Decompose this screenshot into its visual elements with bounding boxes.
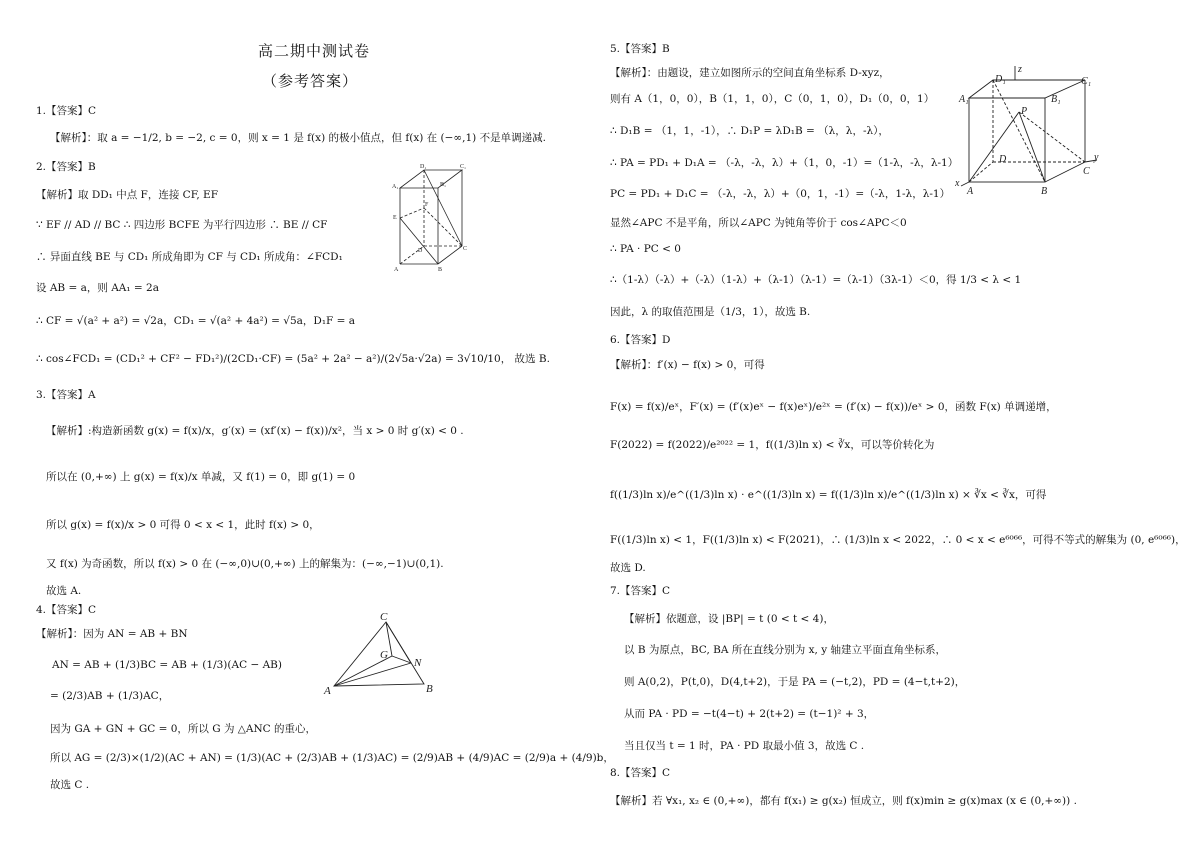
triangle-label: G <box>380 649 388 661</box>
q5-answer: 5.【答案】B <box>610 43 670 55</box>
q3-line3: 所以 g(x) = f(x)/x > 0 可得 0 < x < 1，此时 f(x) > 0， <box>46 519 320 531</box>
cube-label: B <box>1041 186 1048 197</box>
prism-label: F <box>425 202 429 208</box>
cube-label: P <box>1021 106 1028 117</box>
q5-line1: 【解析】：由题设，建立如图所示的空间直角坐标系 D-xyz， <box>610 67 890 79</box>
q2-line6: ∴ cos∠FCD₁ = (CD₁² + CF² − FD₁²)/(2CD₁·CF) = (5a² + 2a² − a²)/(2√5a·√2a) = 3√10/10， 故选 B. <box>36 353 550 365</box>
cube-label: A <box>967 186 974 197</box>
prism-label: D <box>418 248 423 254</box>
q5-line7: ∴ PA · PC < 0 <box>610 243 681 255</box>
prism-label: E <box>393 215 397 221</box>
prism-figure <box>390 160 470 275</box>
q3-line4: 又 f(x) 为奇函数，所以 f(x) > 0 在 (−∞,0)∪(0,+∞) 上的解集为：(−∞,−1)∪(0,1). <box>46 558 444 570</box>
prism-label: A <box>394 267 399 273</box>
q6-line2: F(x) = f(x)/eˣ，F′(x) = (f′(x)eˣ − f(x)eˣ)/e²ˣ = (f′(x) − f(x))/eˣ > 0，函数 F(x) 单调递增， <box>610 401 1057 413</box>
q4-line6: 故选 C . <box>50 779 90 791</box>
q7-line3: 则 A(0,2)，P(t,0)，D(4,t+2)，于是 PA = (−t,2)，PD = (4−t,t+2)， <box>624 676 966 688</box>
q5-line6: 显然∠APC 不是平角，所以∠APC 为钝角等价于 cos∠APC＜0 <box>610 217 907 229</box>
q6-line3: F(2022) = f(2022)/e²⁰²² = 1，f((1/3)ln x) < ∛x，可以等价转化为 <box>610 439 935 451</box>
prism-label: B₁ <box>440 182 447 188</box>
q7-line4: 从而 PA · PD = −t(4−t) + 2(t+2) = (t−1)² + 3， <box>624 708 875 720</box>
q6-line5: F((1/3)ln x) < 1，F((1/3)ln x) < F(2021)，∴ (1/3)ln x < 2022，∴ 0 < x < e⁶⁰⁶⁶，可得不等式的解集为 (0, e⁶⁰⁶⁶)， <box>610 534 1186 546</box>
q4-line3: = (2/3)AB + (1/3)AC， <box>50 690 170 702</box>
prism-label: C <box>463 246 468 252</box>
page-subtitle: （参考答案） <box>262 72 359 90</box>
q4-line4: 因为 GA + GN + GC = 0，所以 G 为 △ANC 的重心， <box>50 723 317 735</box>
q5-line8: ∴（1-λ）（-λ）+（-λ）（1-λ）+（λ-1）（λ-1）=（λ-1）（3λ-1）＜0，得 1/3 < λ < 1 <box>610 274 1022 286</box>
q8-line1: 【解析】若 ∀x₁, x₂ ∈ (0,+∞)，都有 f(x₁) ≥ g(x₂) 恒成立，则 f(x)min ≥ g(x)max (x ∈ (0,+∞)) . <box>610 795 1077 807</box>
q1-answer: 1.【答案】C <box>36 105 97 117</box>
q7-answer: 7.【答案】C <box>610 585 671 597</box>
q7-line5: 当且仅当 t = 1 时，PA · PD 取最小值 3，故选 C . <box>624 740 865 752</box>
triangle-figure <box>320 608 440 700</box>
q6-answer: 6.【答案】D <box>610 334 671 346</box>
cube-label: D₁ <box>995 74 1006 85</box>
q3-line2: 所以在 (0,+∞) 上 g(x) = f(x)/x 单减，又 f(1) = 0，即 g(1) = 0 <box>46 471 356 483</box>
cube-label: C₁ <box>1081 76 1092 87</box>
q2-line5: ∴ CF = √(a² + a²) = √2a，CD₁ = √(a² + 4a²) = √5a，D₁F = a <box>36 315 356 327</box>
q1-explanation: 【解析】：取 a = −1/2, b = −2, c = 0，则 x = 1 是 f(x) 的极小值点，但 f(x) 在 (−∞,1) 不是单调递减. <box>50 132 546 144</box>
q6-line4: f((1/3)ln x)/e^((1/3)ln x) · e^((1/3)ln x) = f((1/3)ln x)/e^((1/3)ln x) × ∛x < ∛x，可得 <box>610 489 1047 501</box>
cube-label: z <box>1018 64 1022 75</box>
prism-label: B <box>438 267 443 273</box>
q2-line4: 设 AB = a，则 AA₁ = 2a <box>36 282 159 294</box>
q2-line3: ∴ 异面直线 BE 与 CD₁ 所成角即为 CF 与 CD₁ 所成角：∠FCD₁ <box>36 251 343 263</box>
prism-label: D₁ <box>420 164 427 170</box>
q5-line5: PC = PD₁ + D₁C = （-λ，-λ，λ）+（0，1，-1）=（-λ，1-λ，λ-1） <box>610 188 951 200</box>
cube-label: C <box>1083 166 1090 177</box>
q5-line2: 则有 A（1，0，0），B（1，1，0），C（0，1，0），D₁（0，0，1） <box>610 93 935 105</box>
cube-label: D <box>999 154 1007 165</box>
q4-line1: 【解析】：因为 AN = AB + BN <box>36 628 188 640</box>
triangle-label: B <box>426 683 433 695</box>
q6-line1: 【解析】：f′(x) − f(x) > 0，可得 <box>610 359 765 371</box>
q2-line1: 【解析】取 DD₁ 中点 F，连接 CF, EF <box>36 189 218 201</box>
q4-line5: 所以 AG = (2/3)×(1/2)(AC + AN) = (1/3)(AC + (2/3)AB + (1/3)AC) = (2/9)AB + (4/9)AC = (2/9)a + (4/9)b， <box>50 752 614 764</box>
q3-line5: 故选 A. <box>46 585 82 597</box>
prism-label: A₁ <box>392 184 399 190</box>
q8-answer: 8.【答案】C <box>610 767 671 779</box>
triangle-label: C <box>380 611 388 623</box>
q3-answer: 3.【答案】A <box>36 389 96 401</box>
q2-line2: ∵ EF // AD // BC ∴ 四边形 BCFE 为平行四边形 ∴ BE // CF <box>36 219 328 231</box>
q5-line9: 因此，λ 的取值范围是（1/3，1），故选 B. <box>610 306 811 318</box>
q2-answer: 2.【答案】B <box>36 161 96 173</box>
triangle-label: A <box>324 685 331 697</box>
page-title: 高二期中测试卷 <box>258 42 371 60</box>
triangle-label: N <box>414 657 422 669</box>
q7-line2: 以 B 为原点，BC, BA 所在直线分别为 x, y 轴建立平面直角坐标系， <box>624 644 946 656</box>
prism-label: C₁ <box>460 164 467 170</box>
cube-label: A₁ <box>959 94 969 105</box>
q4-answer: 4.【答案】C <box>36 604 97 616</box>
cube-figure <box>955 62 1105 202</box>
q6-line6: 故选 D. <box>610 562 646 574</box>
cube-label: y <box>1094 152 1099 163</box>
q5-line4: ∴ PA = PD₁ + D₁A = （-λ，-λ，λ）+（1，0，-1）=（1-λ，-λ，λ-1） <box>610 157 959 169</box>
cube-label: x <box>955 178 960 189</box>
cube-label: B₁ <box>1051 94 1061 105</box>
q5-line3: ∴ D₁B = （1，1，-1），∴ D₁P = λD₁B = （λ，λ，-λ）， <box>610 125 889 137</box>
q7-line1: 【解析】依题意，设 |BP| = t (0 < t < 4)， <box>624 613 834 625</box>
q3-line1: 【解析】:构造新函数 g(x) = f(x)/x，g′(x) = (xf′(x) − f(x))/x²，当 x > 0 时 g′(x) < 0 . <box>46 425 464 437</box>
q4-line2: AN = AB + (1/3)BC = AB + (1/3)(AC − AB) <box>52 659 282 671</box>
